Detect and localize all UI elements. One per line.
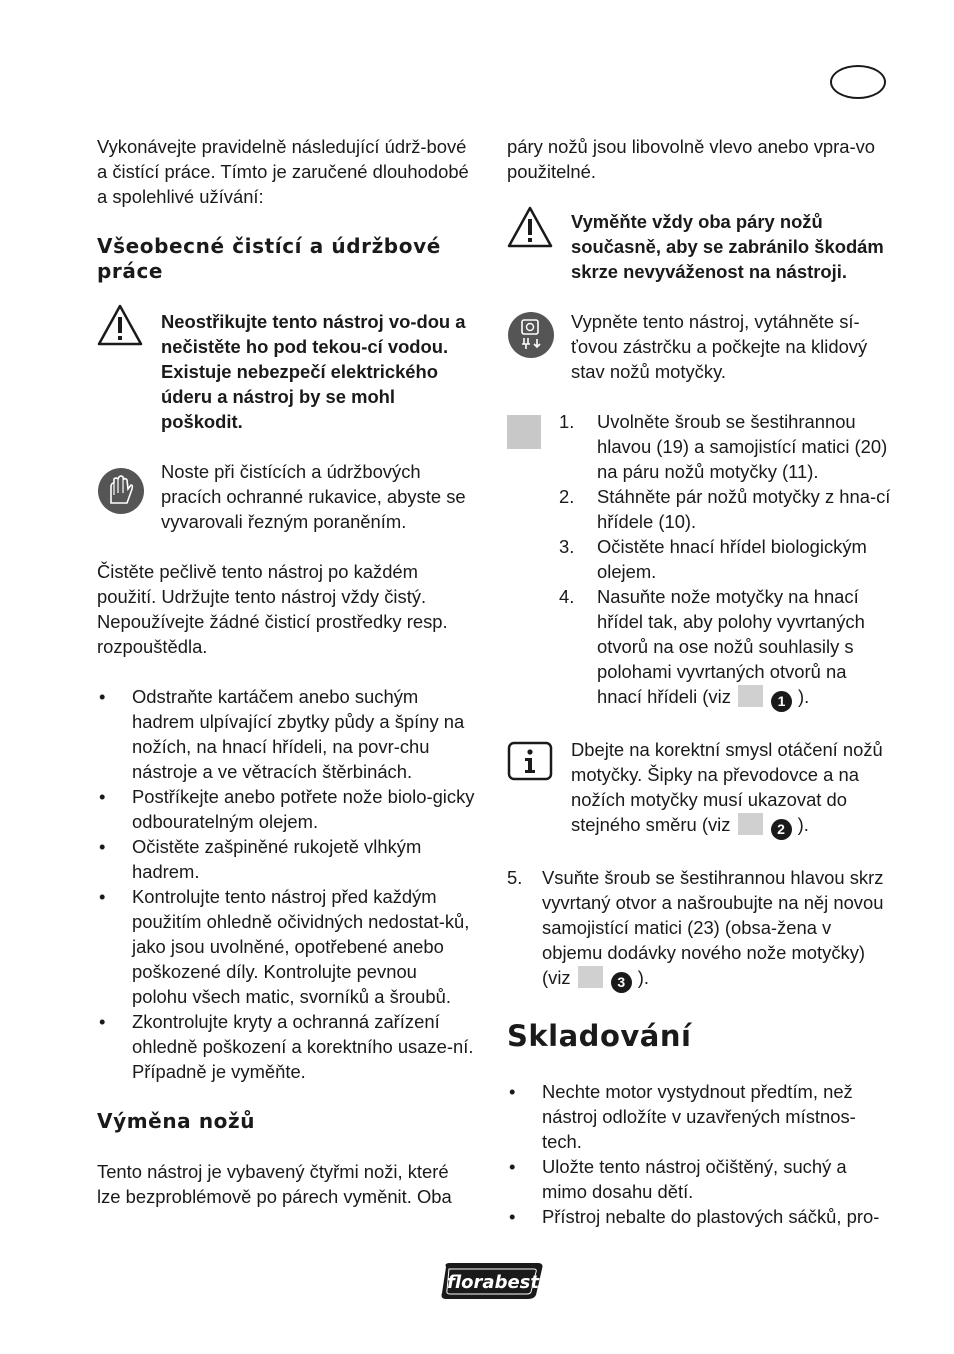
figure-ref-square: [578, 966, 603, 988]
knives-text: Tento nástroj je vybavený čtyřmi noži, které lze bezproblémově po párech vyměnit. Oba: [97, 1161, 452, 1207]
gloves-block: [97, 459, 477, 534]
list-item: 1. Uvolněte šroub se šestihrannou hlavou (19) a samojistící matici (20) na páru nožů motyčky (11).: [559, 411, 888, 482]
info-icon: [507, 741, 553, 781]
step-5: 5. Vsuňte šroub se šestihrannou hlavou skrz vyvrtaný otvor a našroubujte na něj novou samojistící matici (23) (obsa-žena v objemu dodávky nového nože motyčky) (viz 3 ).: [507, 865, 892, 993]
figure-ref-square: [738, 685, 763, 707]
florabest-logo: [438, 1259, 548, 1303]
info-block: [507, 737, 892, 840]
figure-ref-square: [738, 813, 763, 835]
right-column: [507, 134, 892, 1254]
list-item: 2. Stáhněte pár nožů motyčky z hna-cí hřídele (10).: [559, 486, 891, 532]
heading-general-cleaning: Všeobecné čistící a údržbové práce: [97, 234, 441, 283]
list-item: 4. Nasuňte nože motyčky na hnací hřídel tak, aby polohy vyvrtaných otvorů na ose nožů souhlasily s polohami vyvrtaných otvorů na hnací hřídeli (viz 1 ).: [507, 584, 892, 712]
info-text: Dbejte na korektní smysl otáčení nožů motyčky. Šipky na převodovce a na nožích motyčky musí ukazovat do stejného směru (viz 2 ).: [571, 737, 892, 840]
heading-knife-replacement: Výměna nožů: [97, 1109, 256, 1133]
storage-list: [507, 1079, 892, 1229]
list-item: • Přístroj nebalte do plastových sáčků, pro-: [507, 1204, 892, 1229]
warning-water-block: [97, 309, 477, 434]
warning-triangle-icon: [507, 205, 553, 249]
list-item: • Uložte tento nástroj očištěný, suchý a mimo dosahu dětí.: [507, 1154, 892, 1204]
unplug-text: Vypněte tento nástroj, vytáhněte sí-ťovou zástrčku a počkejte na klidový stav nožů motyčky.: [571, 311, 868, 382]
heading-storage: Skladování: [507, 1019, 692, 1053]
list-item: 3. Očistěte hnací hřídel biologickým olejem.: [559, 536, 867, 582]
list-item: • Nechte motor vystydnout předtím, než nástroj odložíte v uzavřených místnos-tech.: [507, 1079, 892, 1154]
figure-number-badge: 3: [611, 972, 632, 993]
steps-block: [507, 409, 892, 712]
warning-water-text: Neostřikujte tento nástroj vo-dou a nečistěte ho pod tekou-cí vodou. Existuje nebezpečí elektrického úderu a nástroj by se mohl poškodit.: [161, 311, 466, 432]
clean-text: Čistěte pečlivě tento nástroj po každém použití. Udržujte tento nástroj vždy čistý. Nepoužívejte žádné čisticí prostředky resp. rozpouštědla.: [97, 561, 448, 657]
maintenance-list: [97, 684, 477, 1084]
list-item: • Postříkejte anebo potřete nože biolo-gicky odbouratelným olejem.: [97, 784, 477, 834]
warning-triangle-icon: [97, 303, 143, 347]
steps-list: [507, 409, 892, 712]
continuation-text: páry nožů jsou libovolně vlevo anebo vpra-vo použitelné.: [507, 136, 876, 182]
unplug-block: [507, 309, 892, 384]
list-item: • Očistěte zašpiněné rukojetě vlhkým hadrem.: [97, 834, 477, 884]
gloves-text: Noste při čistících a údržbových pracích ochranné rukavice, abyste se vyvarovali řezným poraněním.: [161, 461, 466, 532]
list-item: • Kontrolujte tento nástroj před každým použitím ohledně očividných nedostat-ků, jako jsou uvolněné, opotřebené anebo poškozené díly. Kontrolujte pevnou polohu všech matic, svorníků a šroubů.: [97, 884, 477, 1009]
figure-number-badge: 2: [771, 819, 792, 840]
figure-number-badge: 1: [771, 691, 792, 712]
warning-both-block: [507, 205, 892, 284]
list-item: • Odstraňte kartáčem anebo suchým hadrem ulpívající zbytky půdy a špíny na nožích, na hnací hřídeli, na povr-chu nástroje a ve větracích štěrbinách.: [97, 684, 477, 784]
gloves-icon: [97, 467, 145, 515]
warning-both-text: Vyměňte vždy oba páry nožů současně, aby se zabránilo škodám skrze nevyváženost na nástroji.: [571, 211, 884, 282]
intro-text: Vykonávejte pravidelně následující údrž-bové a čistící práce. Tímto je zaručené dlouhodobé a spolehlivé užívání:: [97, 136, 469, 207]
language-badge: [830, 65, 886, 99]
list-item: • Zkontrolujte kryty a ochranná zařízení ohledně poškození a korektního usaze-ní. Případně je vyměňte.: [97, 1009, 477, 1084]
left-column: [97, 134, 477, 1209]
svg-text:florabest: florabest: [447, 1272, 539, 1293]
unplug-icon: [507, 311, 555, 359]
